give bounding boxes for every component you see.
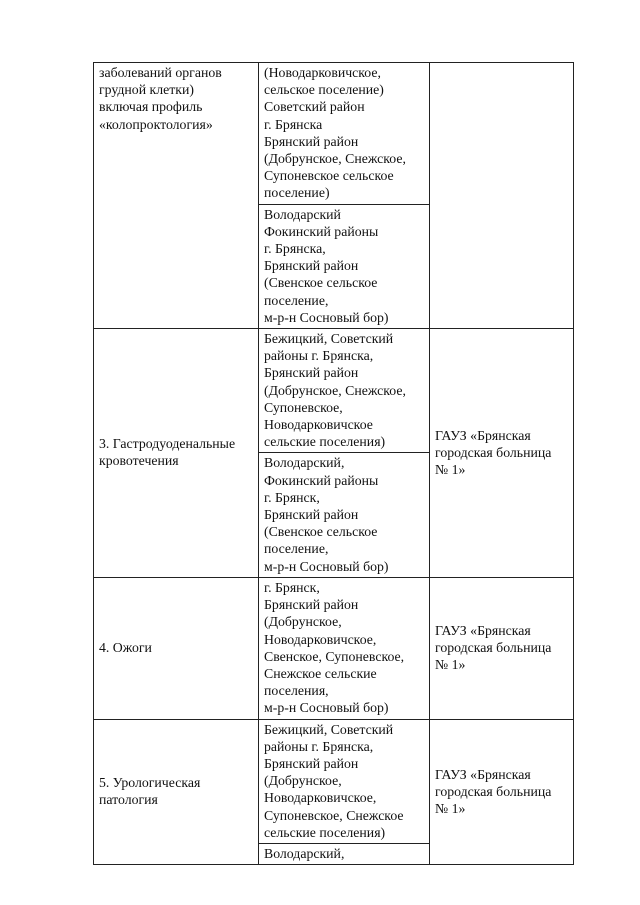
table-row [94, 719, 574, 843]
condition-cell: заболеваний органов грудной клетки) включая профиль «колопроктология» [94, 63, 259, 329]
hospital-cell: ГАУЗ «Брянская городская больница № 1» [430, 577, 574, 719]
condition-cell: 3. Гастродуоденальные кровотечения [94, 329, 259, 578]
hospital-cell: ГАУЗ «Брянская городская больница № 1» [430, 719, 574, 865]
table-row [94, 63, 574, 205]
area-cell: Володарский, Фокинский районы г. Брянск, Брянский район (Свенское сельское поселение, м-р-н Сосновый бор) [259, 453, 430, 577]
hospital-cell [430, 63, 574, 329]
area-cell: Володарский Фокинский районы г. Брянска, Брянский район (Свенское сельское поселение, м-р-н Сосновый бор) [259, 204, 430, 328]
area-cell: Бежицкий, Советский районы г. Брянска, Брянский район (Добрунское, Новодарковичское, Супоневское, Снежское сельские поселения) [259, 719, 430, 843]
table-row [94, 577, 574, 719]
area-cell: Володарский, [259, 843, 430, 864]
area-cell: (Новодарковичское, сельское поселение) Советский район г. Брянска Брянский район (Добрунское, Снежское, Супоневское сельское поселение) [259, 63, 430, 205]
area-cell: г. Брянск, Брянский район (Добрунское, Новодарковичское, Свенское, Супоневское, Снежское сельские поселения, м-р-н Сосновый бор) [259, 577, 430, 719]
table-row [94, 329, 574, 453]
hospital-routing-table [93, 62, 574, 865]
condition-cell: 5. Урологическая патология [94, 719, 259, 865]
area-cell: Бежицкий, Советский районы г. Брянска, Брянский район (Добрунское, Снежское, Супоневское, Новодарковичское сельские поселения) [259, 329, 430, 453]
condition-cell: 4. Ожоги [94, 577, 259, 719]
hospital-cell: ГАУЗ «Брянская городская больница № 1» [430, 329, 574, 578]
